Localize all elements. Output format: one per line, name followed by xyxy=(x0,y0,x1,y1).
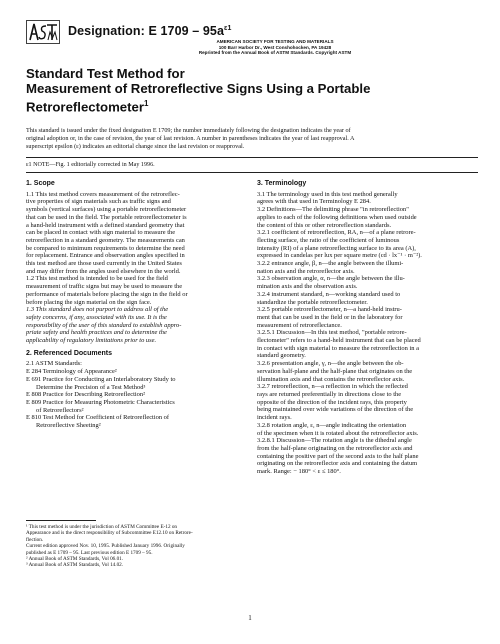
term-line: intensity (RI) of a plane retroreflecting surface to its area (A), xyxy=(257,244,416,252)
footnote-line: ³ Annual Book of ASTM Standards, Vol 14.02. xyxy=(26,562,124,569)
footnote-line: published as E 1709 – 95. Last previous edition E 1709 – 95. xyxy=(26,549,153,556)
title-footnote-mark: 1 xyxy=(144,99,149,108)
footnote-line: ² Annual Book of ASTM Standards, Vol 06.01. xyxy=(26,556,124,563)
scope-line: retroreflection in a standard geometry. The measurements can xyxy=(26,236,185,244)
reference-line: E 809 Practice for Measuring Photometric Characteristics xyxy=(26,398,175,406)
scope-line: measurement of traffic signs but may be used to measure the xyxy=(26,283,183,291)
term-line: 3.2.4 instrument standard, n—working standard used to xyxy=(257,290,401,298)
term-line: servation half-plane and the half-plane that originates on the xyxy=(257,367,413,375)
reference-line: E 808 Practice for Describing Retroreflection² xyxy=(26,391,146,399)
reference-line: E 810 Test Method for Coefficient of Retroreflection of xyxy=(26,414,170,422)
intro-line: superscript epsilon (ε) indicates an editorial change since the last revision or reapproval. xyxy=(26,143,245,150)
title-text: Retroreflectometer xyxy=(26,99,144,115)
term-line: from the half-plane originating on the retroreflector axis and xyxy=(257,444,413,452)
term-line: expressed in candelas per lux per square metre (cd · lx⁻¹ · m⁻²). xyxy=(257,252,422,260)
term-line: opposite of the direction of the incident rays, this property xyxy=(257,398,407,406)
term-line: nation axis and the retroreflector axis. xyxy=(257,267,355,275)
scope-heading: 1. Scope xyxy=(26,180,55,187)
title-line-last xyxy=(26,96,476,114)
terminology-heading: 3. Terminology xyxy=(257,180,307,187)
footnote-line: Appearance and is the direct responsibility of Subcommittee E12.10 on Retrore- xyxy=(26,530,193,537)
term-line: 3.2.5.1 Discussion—In this test method, "portable retrore- xyxy=(257,329,407,337)
term-line: mination axis and the observation axis. xyxy=(257,283,358,291)
reference-line: E 691 Practice for Conducting an Interlaboratory Study to xyxy=(26,375,176,383)
designation-superscript: ε1 xyxy=(224,24,232,32)
term-line: standardize the portable retroreflectometer. xyxy=(257,298,368,306)
scope-line: can be placed in contact with sign material to measure the xyxy=(26,229,176,237)
scope-line: and may differ from the angles used elsewhere in the world. xyxy=(26,267,181,275)
term-line: standard geometry. xyxy=(257,352,306,360)
footnote-line: ¹ This test method is under the jurisdiction of ASTM Committee E-12 on xyxy=(26,524,178,530)
scope-line: symbols (vertical surfaces) using a portable retroreflectometer xyxy=(26,206,187,214)
publisher-line: AMERICAN SOCIETY FOR TESTING AND MATERIALS xyxy=(216,39,334,44)
term-line: 3.2.1 coefficient of retroreflection, RA, n—of a plane retrore- xyxy=(257,229,416,237)
term-line: 3.2.6 presentation angle, γ, n—the angle between the ob- xyxy=(257,360,404,368)
title-line: Standard Test Method for xyxy=(26,66,185,81)
term-line: 3.2 Definitions—The delimiting phrase "in retroreflection" xyxy=(257,206,409,214)
reference-line: of Retroreflectors² xyxy=(36,406,84,414)
term-line: rays are returned preferentially in directions close to the xyxy=(257,390,402,398)
footnote-divider xyxy=(26,520,96,521)
divider xyxy=(26,172,478,173)
publisher-block xyxy=(194,39,356,56)
title-line: Measurement of Retroreflective Signs Using a Portable xyxy=(26,81,371,96)
reference-line: Retroreflective Sheeting² xyxy=(36,422,101,430)
scope-line: be compared to minimum requirements to determine the need xyxy=(26,244,185,252)
astm-logo-icon xyxy=(26,20,60,44)
left-column xyxy=(26,180,246,430)
term-line: ment that can be used in the field or in the laboratory for xyxy=(257,313,403,321)
editorial-note: ε1 NOTE—Fig. 1 editorially corrected in May 1996. xyxy=(26,162,155,168)
safety-line: safety concerns, if any, associated with its use. It is the xyxy=(26,313,167,321)
designation xyxy=(68,24,231,38)
intro-line: This standard is issued under the fixed designation E 1709; the number immediately following the designation indicates the year of xyxy=(26,127,351,134)
term-line: containing the positive part of the second axis to the half plane xyxy=(257,452,419,460)
scope-line: for replacement. Entrance and observation angles specified in xyxy=(26,252,185,260)
term-line: 3.2.8 rotation angle, ε, n—angle indicating the orientation xyxy=(257,421,407,429)
term-line: 3.2.2 entrance angle, β, n—the angle between the illumi- xyxy=(257,260,404,268)
scope-line: performance of materials before placing the sign in the field or xyxy=(26,290,188,298)
footnote-line: flection. xyxy=(26,536,44,543)
term-line: 3.2.8.1 Discussion—The rotation angle is the dihedral angle xyxy=(257,437,412,445)
safety-line: 1.3 This standard does not purport to address all of the xyxy=(26,306,169,314)
scope-line: tive properties of sign materials such as traffic signs and xyxy=(26,198,171,206)
term-line: the content of this or other retroreflection standards. xyxy=(257,221,392,229)
scope-line: this test method are those used currently in the United States xyxy=(26,260,182,268)
designation-text: Designation: E 1709 – 95a xyxy=(68,24,225,38)
safety-line: responsibility of the user of this standard to establish appro- xyxy=(26,321,182,329)
term-line: measurement of retroreflectance. xyxy=(257,321,342,329)
reference-line: 2.1 ASTM Standards: xyxy=(26,360,82,368)
safety-line: applicability of regulatory limitations prior to use. xyxy=(26,337,157,345)
term-line: in contact with sign material to measure the retroreflection in a xyxy=(257,344,419,352)
term-line: illumination axis and that contains the retroreflector axis. xyxy=(257,375,405,383)
term-line: 3.2.5 portable retroreflectometer, n—a hand-held instru- xyxy=(257,306,402,314)
term-line: 3.2.7 retroreflection, n—a reflection in which the reflected xyxy=(257,383,408,391)
term-line: flectometer" refers to a hand-held instrument that can be placed xyxy=(257,337,421,345)
term-line: being maintained over wide variations of the direction of the xyxy=(257,406,414,414)
document-title xyxy=(26,66,476,114)
scope-line: 1.2 This test method is intended to be used for the field xyxy=(26,275,168,283)
intro-line: original adoption or, in the case of revision, the year of last revision. A number in parentheses indicates the year of last reapproval. A xyxy=(26,135,355,142)
page-number: 1 xyxy=(248,614,252,622)
term-line: 3.2.3 observation angle, α, n—the angle between the illu- xyxy=(257,275,405,283)
term-line: incident rays. xyxy=(257,414,292,422)
term-line: agrees with that used in Terminology E 284. xyxy=(257,198,371,206)
safety-line: priate safety and health practices and to determine the xyxy=(26,329,167,337)
term-line: 3.1 The terminology used in this test method generally xyxy=(257,190,398,198)
terminology-section xyxy=(257,191,477,476)
publisher-line: 100 Barr Harbor Dr., West Conshohocken, PA 19428 xyxy=(218,44,332,50)
term-line: mark. Range: − 180° < ε ≤ 180°. xyxy=(257,468,341,476)
document-header xyxy=(26,20,486,64)
footnotes xyxy=(26,524,246,569)
term-line: applies to each of the following definitions when used outside xyxy=(257,213,417,221)
footnote-line: Current edition approved Nov. 10, 1995. Published January 1996. Originally xyxy=(26,543,185,550)
publisher-line: Reprinted from the Annual Book of ASTM Standards. Copyright ASTM xyxy=(198,50,352,56)
divider xyxy=(26,157,478,158)
scope-section xyxy=(26,191,246,307)
references-heading: 2. Referenced Documents xyxy=(26,349,112,357)
reference-line: E 284 Terminology of Appearance² xyxy=(26,368,117,376)
scope-line: a hand-held instrument with a defined standard geometry that xyxy=(26,221,185,229)
term-line: originating on the retroreflector axis and containing the datum xyxy=(257,460,418,468)
scope-line: 1.1 This test method covers measurement of the retroreflec- xyxy=(26,190,180,198)
term-line: flecting surface, the ratio of the coefficient of luminous xyxy=(257,236,400,244)
right-column xyxy=(257,180,477,476)
reference-line: Determine the Precision of a Test Method³ xyxy=(36,383,146,391)
scope-line: that can be used in the field. The portable retroreflectometer is xyxy=(26,213,187,221)
references-section xyxy=(26,360,246,429)
issuance-note xyxy=(26,127,478,151)
scope-line: before placing the sign material on the sign face. xyxy=(26,298,152,306)
safety-statement xyxy=(26,306,246,345)
term-line: of the specimen when it is rotated about the retroreflector axis. xyxy=(257,429,419,437)
